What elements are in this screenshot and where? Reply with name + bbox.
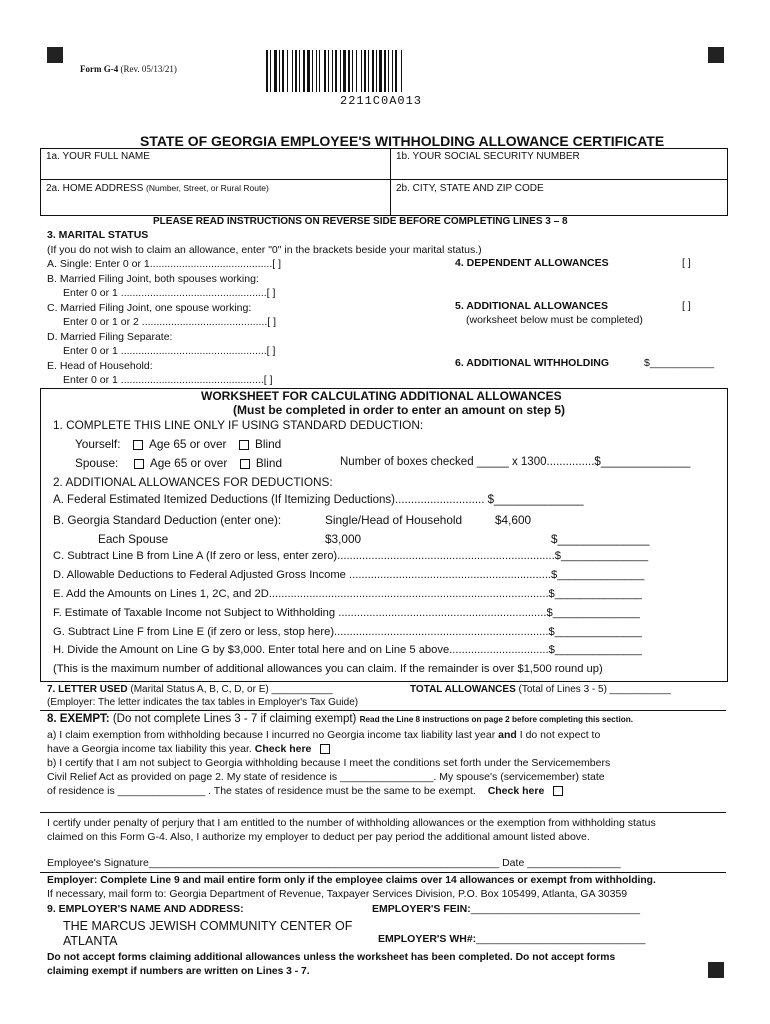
- marital-status-section: 3. MARITAL STATUS (If you do not wish to claim an allowance, enter "0" in the brackets beside your marital status.) A. Single: Enter 0 or 1..........................................[ ] B. Married Filing Joint, both spouses working: Enter 0 or 1 ..................................................[ ] C. Married Filing Joint, one spouse working: Enter 0 or 1 or 2 ...........................................[ ] D. Married Filing Separate: Enter 0 or 1 ..................................................[ ] E. Head of Household: Enter 0 or 1 .................................................[ ]: [47, 229, 482, 386]
- additional-allowances-label: 5. ADDITIONAL ALLOWANCES: [455, 300, 609, 312]
- worksheet-subtitle: (Must be completed in order to enter an amount on step 5): [233, 403, 566, 417]
- exempt-b-line-1: b) I certify that I am not subject to Georgia withholding because I meet the conditions set forth under the Servicemembers: [47, 757, 611, 769]
- total-allowances-row: TOTAL ALLOWANCES (Total of Lines 3 - 5) ___________: [410, 684, 671, 695]
- worksheet-line-f[interactable]: F. Estimate of Taxable Income not Subject to Withholding ...................................................................$______________: [53, 607, 640, 619]
- worksheet-title: WORKSHEET FOR CALCULATING ADDITIONAL ALLOWANCES: [201, 389, 562, 403]
- exempt-a-checkbox[interactable]: [320, 744, 330, 754]
- worksheet-line-a[interactable]: A. Federal Estimated Itemized Deductions (If Itemizing Deductions)............................ $______________: [53, 494, 584, 506]
- employer-fein-row: EMPLOYER'S FEIN:_____________________________: [372, 903, 641, 915]
- mail-address: If necessary, mail form to: Georgia Department of Revenue, Taxpayer Services Division, P.O. Box 105499, Atlanta, GA 30359: [47, 888, 628, 900]
- additional-allowances-bracket[interactable]: [ ]: [682, 300, 691, 312]
- boxes-checked-line[interactable]: Number of boxes checked _____ x 1300...............$______________: [340, 456, 691, 468]
- letter-used-field[interactable]: (Marital Status A, B, C, D, or E) ___________: [130, 684, 333, 695]
- worksheet-line-h[interactable]: H. Divide the Amount on Line G by $3,000. Enter total here and on Line 5 above................................$______________: [53, 644, 642, 656]
- yourself-blind-checkbox[interactable]: [239, 440, 249, 450]
- worksheet-line-e[interactable]: E. Add the Amounts on Lines 1, 2C, and 2D..........................................................................................$______________: [53, 588, 642, 600]
- worksheet-line-1: 1. COMPLETE THIS LINE ONLY IF USING STANDARD DEDUCTION:: [53, 418, 424, 432]
- name-address-grid: [40, 148, 728, 216]
- employer-letter-note: (Employer: The letter indicates the tax tables in Employer's Tax Guide): [47, 697, 359, 708]
- city-label: 2b. CITY, STATE AND ZIP CODE: [396, 183, 544, 194]
- worksheet-note: (This is the maximum number of additional allowances you can claim. If the remainder is over $1,500 round up): [53, 663, 603, 675]
- spouse-blind-checkbox[interactable]: [240, 459, 250, 469]
- employer-name-value[interactable]: THE MARCUS JEWISH COMMUNITY CENTER OF ATLANTA: [63, 919, 353, 948]
- single-hoh-label: Single/Head of Household: [325, 513, 463, 527]
- worksheet-line-g[interactable]: G. Subtract Line F from Line E (if zero or less, stop here).....................................................................$______________: [53, 626, 642, 638]
- additional-withholding-label: 6. ADDITIONAL WITHHOLDING: [455, 357, 609, 369]
- total-allowances-field[interactable]: (Total of Lines 3 - 5) ___________: [518, 684, 671, 695]
- spouse-age65-checkbox[interactable]: [134, 459, 144, 469]
- form-id: Form G-4 (Rev. 05/13/21): [80, 64, 177, 74]
- dependent-allowances-label: 4. DEPENDENT ALLOWANCES: [455, 257, 609, 269]
- barcode-number: 2211C0A013: [340, 94, 423, 108]
- full-name-label: 1a. YOUR FULL NAME: [46, 151, 150, 162]
- registration-mark: [708, 962, 724, 978]
- single-hoh-amount: $4,600: [495, 513, 532, 527]
- signature-line[interactable]: Employee's Signature____________________________________________________________ Date ________________: [47, 857, 621, 869]
- registration-mark: [47, 47, 63, 63]
- worksheet-line-c[interactable]: C. Subtract Line B from Line A (If zero or less, enter zero)......................................................................$______________: [53, 550, 649, 562]
- worksheet-line-b: B. Georgia Standard Deduction (enter one):: [53, 513, 282, 527]
- exempt-heading: 8. EXEMPT: (Do not complete Lines 3 - 7 if claiming exempt) Read the Line 8 instructions on page 2 before completing this section.: [47, 713, 633, 725]
- employer-name-label: 9. EMPLOYER'S NAME AND ADDRESS:: [47, 903, 244, 915]
- footer-line-2: claiming exempt if numbers are written on Lines 3 - 7.: [47, 966, 310, 977]
- marital-b-bracket[interactable]: [ ]: [266, 287, 276, 299]
- additional-withholding-field[interactable]: $___________: [644, 357, 715, 369]
- marital-c-bracket[interactable]: [ ]: [267, 316, 276, 328]
- home-address-label: 2a. HOME ADDRESS (Number, Street, or Rural Route): [46, 183, 269, 194]
- spouse-row: Spouse: Age 65 or over Blind: [75, 456, 283, 470]
- line-b-field[interactable]: $______________: [551, 532, 650, 546]
- employer-wh-row: EMPLOYER'S WH#:_____________________________: [378, 933, 646, 945]
- employer-wh-field[interactable]: _____________________________: [476, 933, 646, 945]
- yourself-age65-checkbox[interactable]: [133, 440, 143, 450]
- worksheet-line-2: 2. ADDITIONAL ALLOWANCES FOR DEDUCTIONS:: [53, 475, 333, 489]
- yourself-row: Yourself: Age 65 or over Blind: [75, 437, 282, 451]
- barcode: [266, 50, 438, 92]
- exempt-a-line-1: a) I claim exemption from withholding because I incurred no Georgia income tax liability last year and I do not expect to: [47, 729, 601, 741]
- marital-d-bracket[interactable]: [ ]: [266, 345, 276, 357]
- ssn-label: 1b. YOUR SOCIAL SECURITY NUMBER: [396, 151, 580, 162]
- registration-mark: [708, 47, 724, 63]
- exempt-b-line-2: Civil Relief Act as provided on page 2. My state of residence is ________________. My spouse's (servicemember) state: [47, 771, 605, 783]
- certify-line-1: I certify under penalty of perjury that I am entitled to the number of withholding allowances or the exemption from withholding status: [47, 817, 656, 829]
- instructions-banner: PLEASE READ INSTRUCTIONS ON REVERSE SIDE BEFORE COMPLETING LINES 3 – 8: [153, 216, 568, 227]
- divider: [40, 872, 726, 873]
- employer-instructions: Employer: Complete Line 9 and mail entire form only if the employee claims over 14 allowances or exempt from withholding.: [47, 875, 656, 886]
- letter-used-row: 7. LETTER USED (Marital Status A, B, C, D, or E) ___________: [47, 684, 333, 695]
- exempt-a-line-2: have a Georgia income tax liability this year. Check here: [47, 742, 336, 757]
- dependent-allowances-bracket[interactable]: [ ]: [682, 257, 691, 269]
- exempt-b-checkbox[interactable]: [553, 786, 563, 796]
- worksheet-note: (worksheet below must be completed): [466, 314, 643, 326]
- each-spouse-amount: $3,000: [325, 532, 362, 546]
- worksheet-line-d[interactable]: D. Allowable Deductions to Federal Adjusted Gross Income .................................................................$______________: [53, 569, 645, 581]
- divider: [40, 812, 726, 813]
- marital-a-bracket[interactable]: [ ]: [272, 258, 282, 270]
- page-title: STATE OF GEORGIA EMPLOYEE'S WITHHOLDING ALLOWANCE CERTIFICATE: [140, 133, 665, 149]
- marital-e-bracket[interactable]: [ ]: [263, 374, 273, 386]
- employer-fein-field[interactable]: _____________________________: [470, 903, 641, 915]
- divider: [40, 710, 726, 711]
- certify-line-2: claimed on this Form G-4. Also, I authorize my employer to deduct per pay period the additional amount listed above.: [47, 831, 590, 843]
- each-spouse-label: Each Spouse: [98, 532, 169, 546]
- exempt-b-line-3: of residence is _______________ . The states of residence must be the same to be exempt. Check here: [47, 784, 569, 799]
- footer-line-1: Do not accept forms claiming additional allowances unless the worksheet has been completed. Do not accept forms: [47, 952, 616, 963]
